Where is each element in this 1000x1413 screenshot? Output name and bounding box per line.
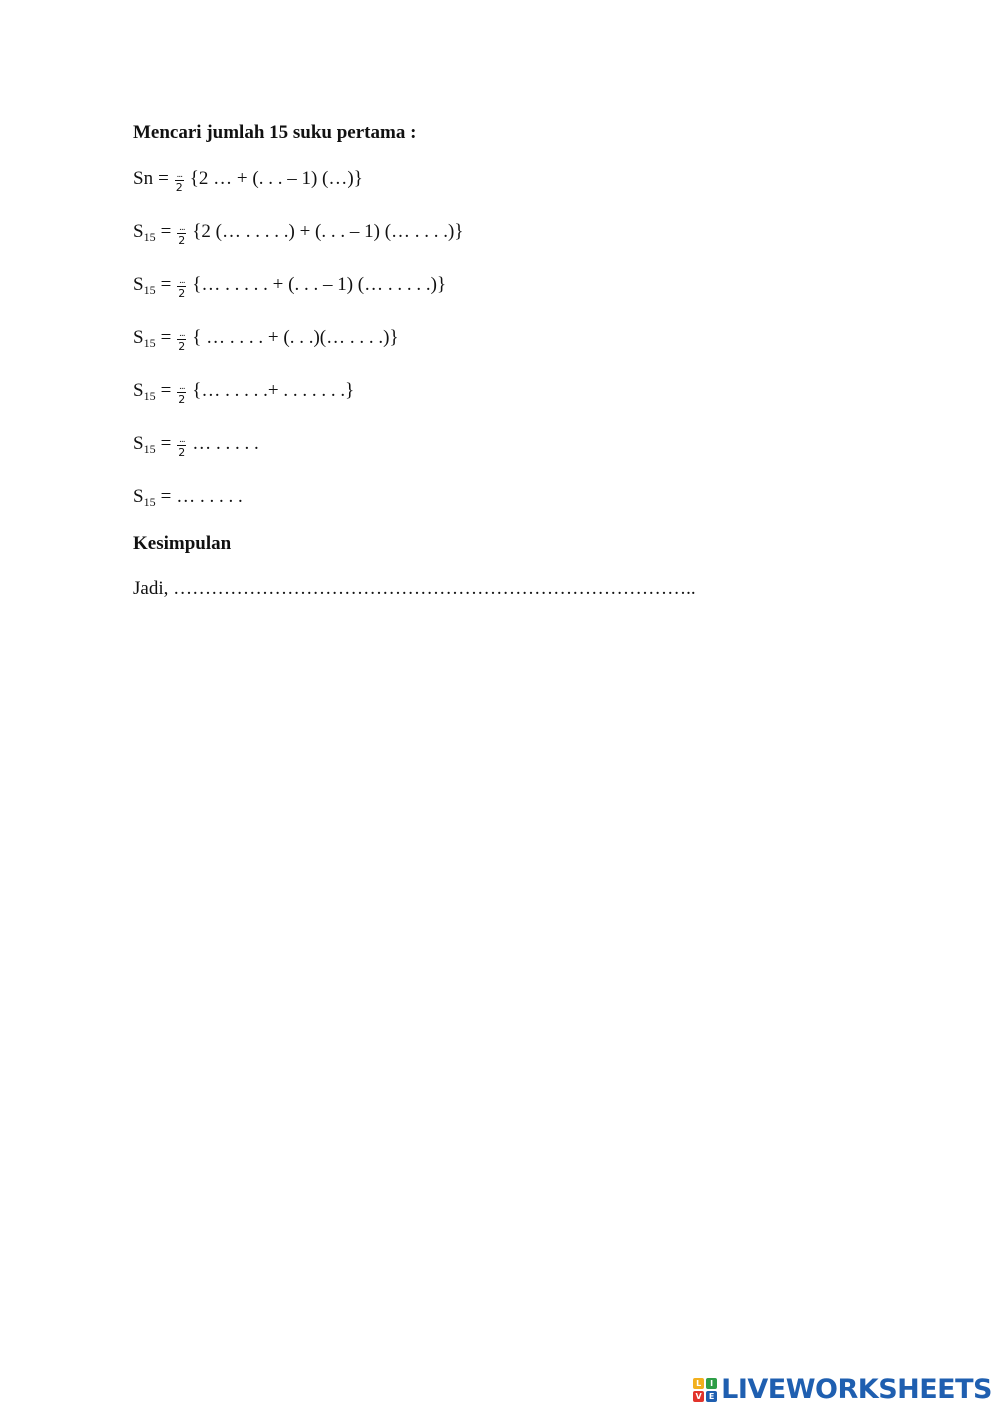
fraction-n-over-2 — [177, 224, 186, 246]
formula-line-s15-step4 — [133, 380, 355, 406]
conclusion-heading: Kesimpulan — [133, 533, 232, 554]
logo-letter-v: V — [693, 1391, 704, 1402]
formula-expression: {… . . . . .+ . . . . . . .} — [192, 380, 355, 401]
fraction-denominator: 2 — [175, 181, 183, 194]
fraction-n-over-2 — [175, 171, 184, 193]
fraction-n-over-2 — [177, 436, 186, 458]
formula-lhs: S — [133, 327, 144, 348]
fraction-denominator: 2 — [178, 446, 186, 459]
formula-subscript: 15 — [143, 229, 156, 244]
formula-line-sn — [133, 168, 363, 194]
formula-lhs: S — [133, 274, 144, 295]
logo-letter-i: I — [706, 1378, 717, 1389]
fraction-n-over-2 — [177, 330, 186, 352]
liveworksheets-logo — [693, 1374, 992, 1405]
formula-lhs: S — [133, 221, 144, 242]
fraction-numerator: ... — [176, 170, 183, 180]
equals-sign: = — [158, 168, 169, 189]
formula-expression: … . . . . . — [192, 433, 259, 454]
formula-lhs: S — [133, 380, 144, 401]
equals-sign: = — [160, 221, 172, 242]
formula-subscript: 15 — [143, 494, 156, 509]
logo-text: LIVEWORKSHEETS — [721, 1374, 992, 1405]
equals-sign: = — [160, 274, 172, 295]
formula-expression: … . . . . . — [176, 486, 243, 507]
equals-sign: = — [160, 486, 172, 507]
fraction-numerator: ... — [179, 329, 185, 339]
formula-subscript: 15 — [143, 335, 156, 350]
formula-subscript: 15 — [143, 441, 156, 456]
formula-expression: { … . . . . + (. . .)(… . . . .)} — [192, 327, 399, 348]
formula-expression: {2 … + (. . . – 1) (…)} — [189, 168, 363, 189]
formula-subscript: 15 — [143, 282, 156, 297]
formula-line-s15-step5 — [133, 433, 259, 459]
fraction-denominator: 2 — [178, 340, 186, 353]
equals-sign: = — [160, 327, 172, 348]
formula-lhs: S — [133, 433, 144, 454]
formula-line-s15-step3 — [133, 327, 399, 353]
fraction-numerator: ... — [179, 223, 185, 233]
fraction-n-over-2 — [177, 383, 186, 405]
equals-sign: = — [160, 380, 172, 401]
formula-line-s15-step1 — [133, 221, 464, 247]
formula-lhs: S — [133, 486, 144, 507]
formula-lhs: Sn — [133, 168, 154, 189]
equals-sign: = — [160, 433, 172, 454]
section-heading: Mencari jumlah 15 suku pertama : — [133, 122, 417, 143]
fraction-numerator: ... — [179, 435, 185, 445]
fraction-numerator: ... — [179, 276, 185, 286]
formula-expression: {… . . . . . + (. . . – 1) (… . . . . .)} — [192, 274, 447, 295]
logo-letter-e: E — [706, 1391, 717, 1402]
logo-icon — [693, 1378, 717, 1402]
formula-subscript: 15 — [143, 388, 156, 403]
formula-line-s15-result — [133, 486, 243, 508]
fraction-denominator: 2 — [178, 234, 186, 247]
fraction-numerator: ... — [179, 382, 185, 392]
conclusion-text: Jadi, ……………………………………………………………………….. — [133, 578, 696, 599]
fraction-n-over-2 — [177, 277, 186, 299]
formula-line-s15-step2 — [133, 274, 447, 300]
fraction-denominator: 2 — [178, 287, 186, 300]
formula-expression: {2 (… . . . . .) + (. . . – 1) (… . . . .)} — [192, 221, 464, 242]
fraction-denominator: 2 — [178, 393, 186, 406]
logo-letter-l: L — [693, 1378, 704, 1389]
